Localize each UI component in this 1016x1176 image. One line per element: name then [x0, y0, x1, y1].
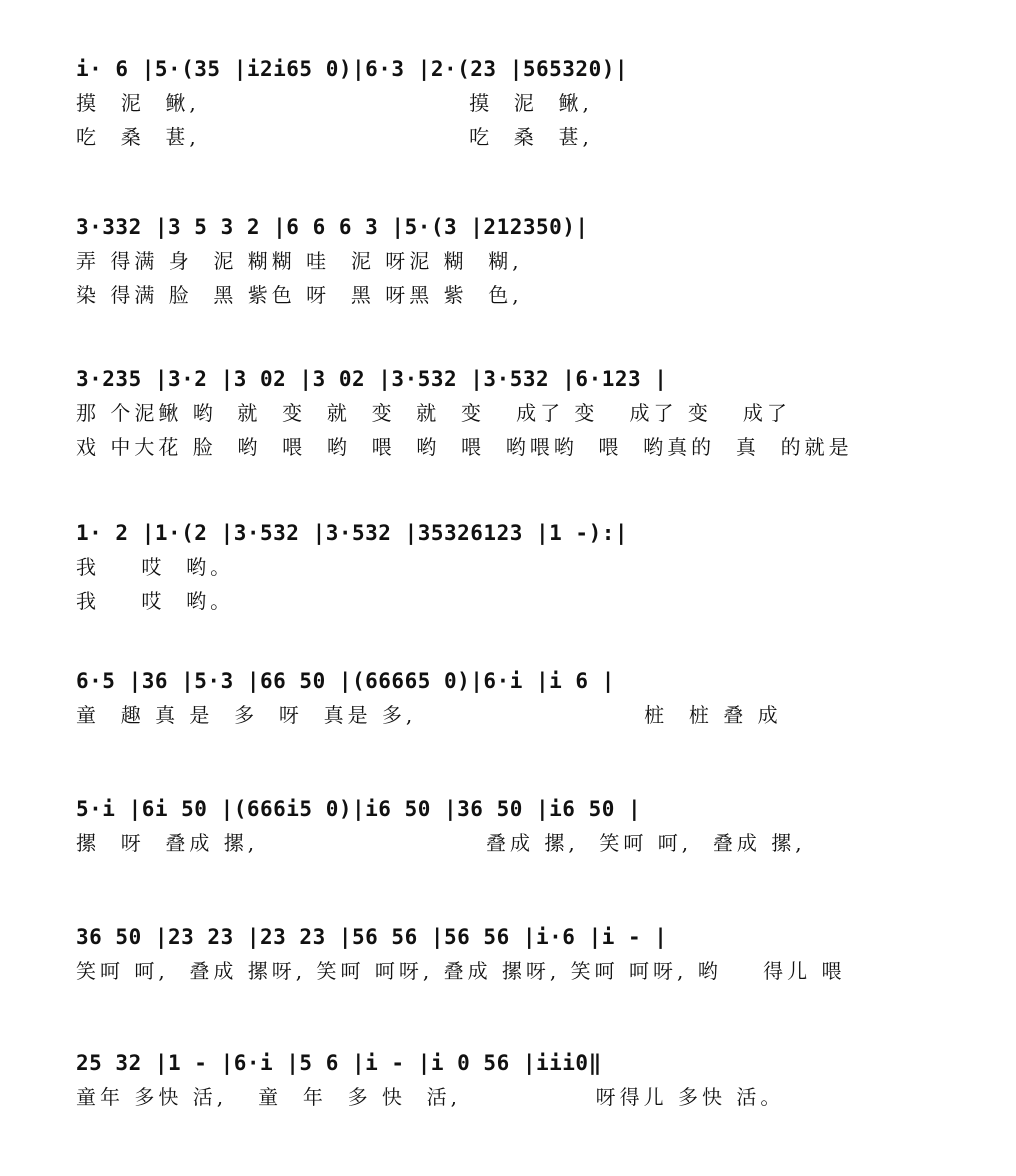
lyric-line: 笑呵 呵, 叠成 摞呀, 笑呵 呵呀, 叠成 摞呀, 笑呵 呵呀, 哟 得儿 喂 — [76, 959, 846, 983]
score-system-1 — [76, 52, 956, 182]
notation-line: 36 50 |23 23 |23 23 |56 56 |56 56 |i·6 |i - | — [76, 925, 668, 949]
score-system-2 — [76, 210, 956, 340]
lyric-line: 童 趣 真 是 多 呀 真是 多, 桩 桩 叠 成 — [76, 703, 782, 727]
notation-line: 5·i |6i 50 |(666i5 0)|i6 50 |36 50 |i6 50 | — [76, 797, 642, 821]
score-system-4 — [76, 516, 956, 646]
lyric-line-verse-2: 染 得满 脸 黑 紫色 呀 黑 呀黑 紫 色, — [76, 283, 523, 307]
score-system-8 — [76, 1046, 956, 1176]
lyric-line-verse-1: 那 个泥鳅 哟 就 变 就 变 就 变 成了 变 成了 变 成了 — [76, 401, 791, 425]
lyric-line-verse-1: 我 哎 哟。 — [76, 555, 235, 579]
lyric-line-verse-1: 摸 泥 鳅, 摸 泥 鳅, — [76, 91, 593, 115]
score-system-5 — [76, 664, 956, 794]
lyric-line-verse-2: 我 哎 哟。 — [76, 589, 235, 613]
lyric-line: 摞 呀 叠成 摞, 叠成 摞, 笑呵 呵, 叠成 摞, — [76, 831, 806, 855]
notation-line: 3·235 |3·2 |3 02 |3 02 |3·532 |3·532 |6·123 | — [76, 367, 668, 391]
notation-line: 6·5 |36 |5·3 |66 50 |(66665 0)|6·i |i 6 | — [76, 669, 615, 693]
lyric-line-verse-2: 吃 桑 葚, 吃 桑 葚, — [76, 125, 593, 149]
score-system-6 — [76, 792, 956, 922]
notation-line: 3·332 |3 5 3 2 |6 6 6 3 |5·(3 |212350)| — [76, 215, 589, 239]
notation-line: i· 6 |5·(35 |i2i65 0)|6·3 |2·(23 |565320)| — [76, 57, 629, 81]
lyric-line-verse-1: 弄 得满 身 泥 糊糊 哇 泥 呀泥 糊 糊, — [76, 249, 523, 273]
lyric-line-verse-2: 戏 中大花 脸 哟 喂 哟 喂 哟 喂 哟喂哟 喂 哟真的 真 的就是 — [76, 435, 853, 459]
score-system-3 — [76, 362, 956, 492]
lyric-line: 童年 多快 活, 童 年 多 快 活, 呀得儿 多快 活。 — [76, 1085, 785, 1109]
notation-line: 25 32 |1 - |6·i |5 6 |i - |i 0 56 |iii0‖ — [76, 1051, 602, 1075]
score-system-7 — [76, 920, 956, 1050]
notation-line: 1· 2 |1·(2 |3·532 |3·532 |35326123 |1 -):| — [76, 521, 629, 545]
